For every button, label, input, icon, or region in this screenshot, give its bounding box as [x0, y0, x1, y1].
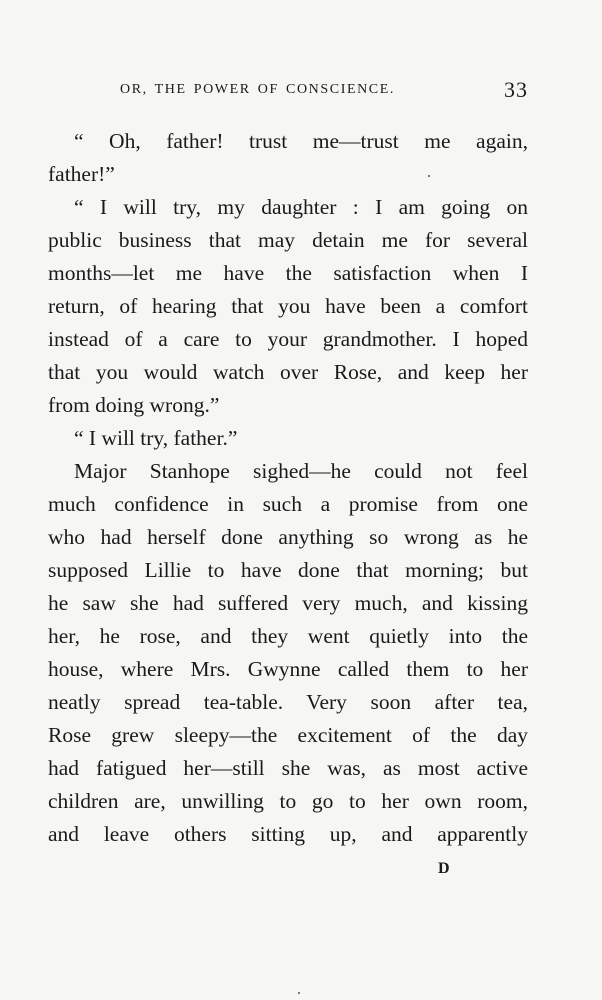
text-line: neatly spread tea-table. Very soon after tea, — [48, 690, 528, 714]
text-line: public business that may detain me for several — [48, 228, 528, 252]
paper-speck — [298, 992, 300, 994]
text-line: months—let me have the satisfaction when I — [48, 261, 528, 285]
text-line: “ Oh, father! trust me—trust me again, — [74, 129, 528, 153]
text-line: her, he rose, and they went quietly into the — [48, 624, 528, 648]
text-line: Rose grew sleepy—the excitement of the day — [48, 723, 528, 747]
page-header — [48, 77, 528, 106]
text-line: children are, unwilling to go to her own room, — [48, 789, 528, 813]
text-line: and leave others sitting up, and apparently — [48, 822, 528, 846]
text-line: return, of hearing that you have been a comfort — [48, 294, 528, 318]
text-line: Major Stanhope sighed—he could not feel — [74, 459, 528, 483]
body-text — [48, 125, 528, 851]
text-line: who had herself done anything so wrong as he — [48, 525, 528, 549]
text-line: from doing wrong.” — [48, 393, 220, 417]
text-line: “ I will try, my daughter : I am going on — [74, 195, 528, 219]
text-line: father!” — [48, 162, 115, 186]
text-line: had fatigued her—still she was, as most active — [48, 756, 528, 780]
text-line: “ I will try, father.” — [74, 426, 238, 450]
text-line: house, where Mrs. Gwynne called them to her — [48, 657, 528, 681]
text-line: that you would watch over Rose, and keep her — [48, 360, 528, 384]
signature-mark: D — [438, 860, 450, 877]
paper-speck — [428, 175, 430, 177]
text-line: he saw she had suffered very much, and kissing — [48, 591, 528, 615]
page-number: 33 — [504, 77, 528, 102]
text-line: much confidence in such a promise from one — [48, 492, 528, 516]
text-line: instead of a care to your grandmother. I hoped — [48, 327, 528, 351]
running-head: OR, THE POWER OF CONSCIENCE. — [120, 82, 396, 97]
text-line: supposed Lillie to have done that morning; but — [48, 558, 528, 582]
